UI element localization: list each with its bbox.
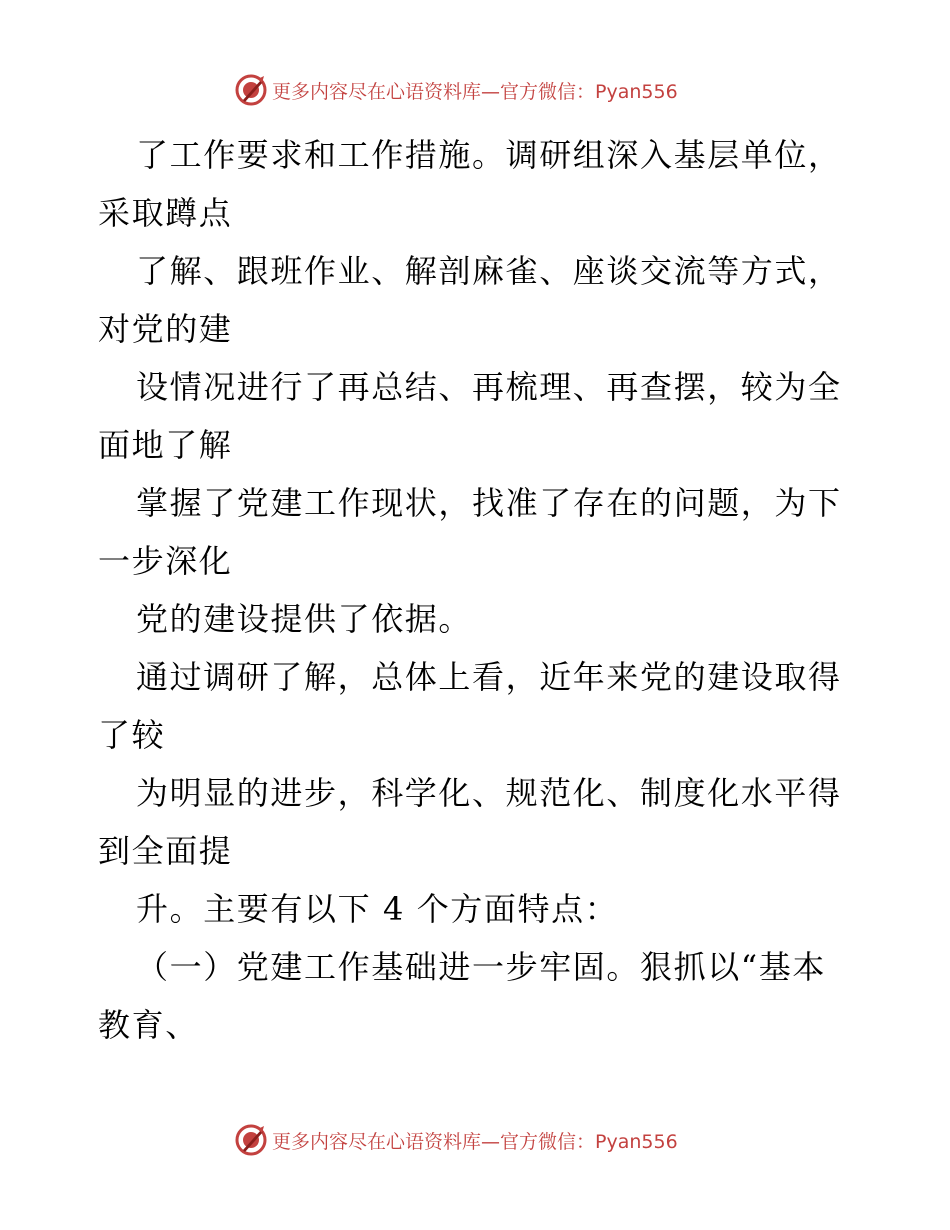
document-body: [98, 126, 858, 1054]
paragraph-line: 教育、: [98, 1006, 199, 1044]
paragraph-line: 了工作要求和工作措施。调研组深入基层单位，: [136, 136, 842, 174]
header-banner-text: 更多内容尽在心语资料库—官方微信：Pyan556: [272, 80, 678, 103]
paragraph-line: 了解、跟班作业、解剖麻雀、座谈交流等方式，: [136, 252, 842, 290]
paragraph-line: 升。主要有以下 4 个方面特点：: [136, 890, 619, 928]
paragraph-line: 到全面提: [98, 832, 233, 870]
paragraph-line: 一步深化: [98, 542, 233, 580]
quill-pen-logo-icon: [234, 1123, 268, 1157]
header-banner: [0, 70, 950, 110]
paragraph-line: 通过调研了解，总体上看，近年来党的建设取得: [136, 658, 842, 696]
paragraph-line: 采取蹲点: [98, 194, 233, 232]
paragraph-line: （一）党建工作基础进一步牢固。狠抓以“基本: [136, 948, 826, 986]
paragraph-line: 面地了解: [98, 426, 233, 464]
paragraph-line: 设情况进行了再总结、再梳理、再查摆，较为全: [136, 368, 842, 406]
paragraph-line: 党的建设提供了依据。: [136, 600, 473, 638]
footer-banner-text: 更多内容尽在心语资料库—官方微信：Pyan556: [272, 1130, 678, 1153]
quill-pen-logo-icon: [234, 73, 268, 107]
paragraph-line: 为明显的进步，科学化、规范化、制度化水平得: [136, 774, 842, 812]
footer-banner: [0, 1120, 950, 1160]
paragraph-line: 对党的建: [98, 310, 233, 348]
paragraph-line: 了较: [98, 716, 166, 754]
paragraph-line: 掌握了党建工作现状，找准了存在的问题，为下: [136, 484, 842, 522]
